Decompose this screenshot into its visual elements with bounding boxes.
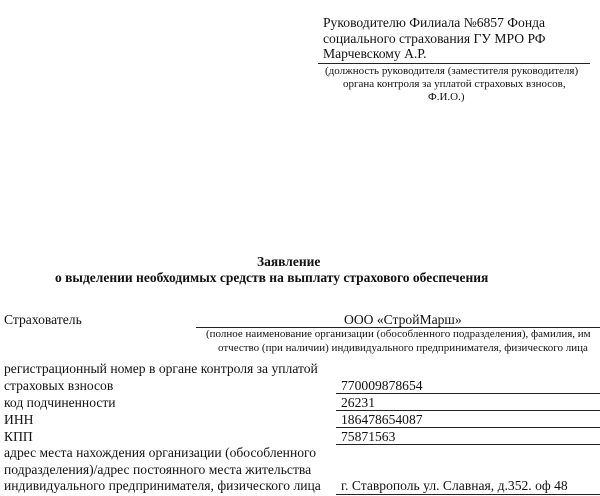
addressee-hint-3: Ф.И.О.) [428, 91, 465, 103]
insurer-hint-1: (полное наименование организации (обособленного подразделения), фамилия, им [206, 328, 591, 340]
addressee-line-3: Марчевскому А.Р. [323, 46, 427, 61]
kpp-value: 75871563 [341, 429, 396, 444]
reg-number-label-2: страховых взносов [4, 378, 114, 393]
inn-label: ИНН [4, 412, 34, 427]
address-label-3: индивидуального предпринимателя, физического лица [4, 478, 321, 493]
address-value: г. Ставрополь ул. Славная, д.352. оф 48 [341, 478, 568, 493]
addressee-underline [318, 63, 590, 64]
addressee-hint-1: (должность руководителя (заместителя руководителя) [325, 65, 579, 77]
reg-number-underline [336, 393, 600, 394]
subordination-code-underline [336, 410, 600, 411]
reg-number-value: 770009878654 [341, 378, 423, 393]
document-subtitle: о выделении необходимых средств на выплату страхового обеспечения [55, 270, 489, 285]
inn-underline [336, 427, 600, 428]
insurer-value: ООО «СтройМарш» [344, 312, 462, 327]
kpp-label: КПП [4, 429, 33, 444]
subordination-code-label: код подчиненности [4, 395, 116, 410]
insurer-label: Страхователь [4, 312, 82, 327]
document-title: Заявление [257, 254, 321, 269]
insurer-hint-2: отчество (при наличии) индивидуального предпринимателя, физического лица [218, 342, 588, 354]
addressee-hint-2: органа контроля за уплатой страховых взносов, [343, 78, 566, 90]
subordination-code-value: 26231 [341, 395, 375, 410]
address-underline [336, 494, 600, 495]
addressee-line-2: социального страхования ГУ МРО РФ [323, 31, 546, 46]
address-label-1: адрес места нахождения организации (обособленного [4, 445, 317, 460]
reg-number-label-1: регистрационный номер в органе контроля за уплатой [4, 361, 318, 376]
addressee-line-1: Руководителю Филиала №6857 Фонда [323, 15, 546, 30]
address-label-2: подразделения)/адрес постоянного места жительства [4, 462, 312, 477]
inn-value: 186478654087 [341, 412, 423, 427]
kpp-underline [336, 444, 600, 445]
